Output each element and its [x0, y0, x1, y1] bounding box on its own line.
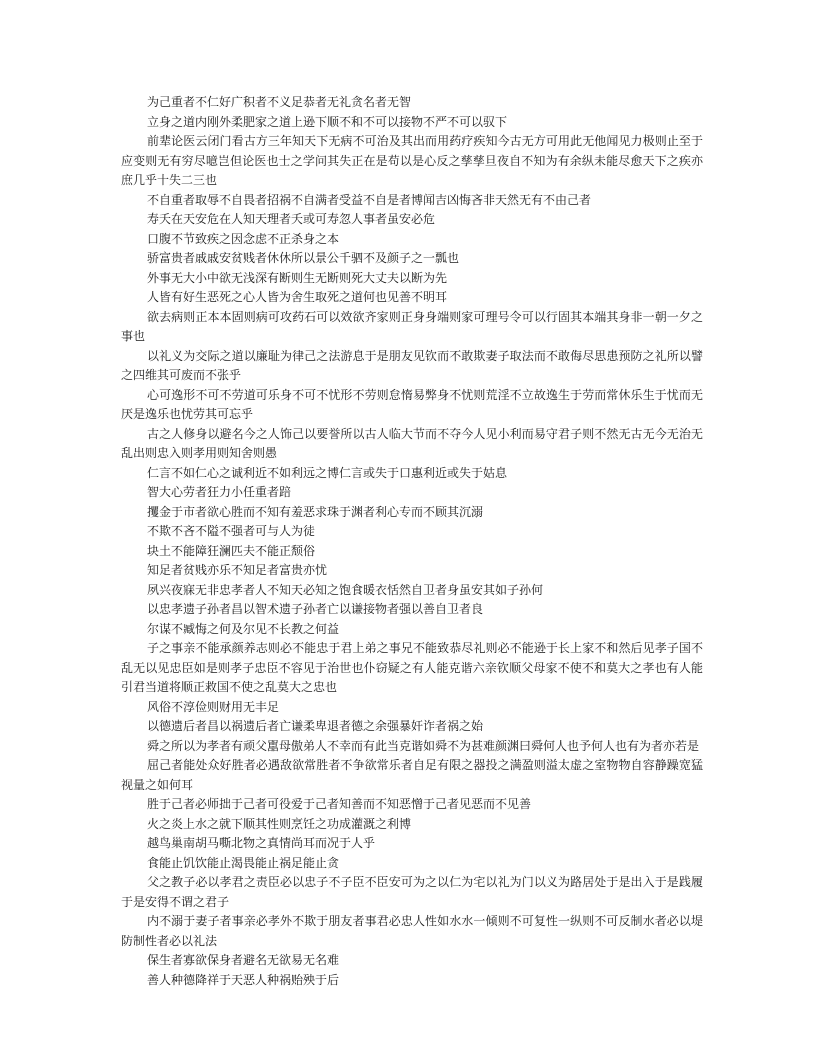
paragraph: 保生者寡欲保身者避名无欲易无名难 — [147, 953, 340, 967]
paragraph: 仁言不如仁心之诚利近不如利远之博仁言或失于口惠利近或失于姑息 — [147, 465, 508, 480]
paragraph: 知足者贫贱亦乐不知足者富贵亦忧 — [147, 563, 328, 577]
paragraph: 智大心劳者狂力小任重者踣 — [147, 485, 292, 499]
paragraph: 尔谋不臧悔之何及尔见不长教之何益 — [147, 621, 340, 636]
paragraph: 屈己者能处众好胜者必遇敌欲常胜者不争欲常乐者自足有限之器投之满盈则溢太虚之室物物自容静躁宽猛视量之如何耳 — [121, 758, 703, 792]
paragraph: 人皆有好生恶死之心人皆为舍生取死之道何也见善不明耳 — [147, 290, 448, 304]
paragraph: 越鸟巢南胡马嘶北物之真情尚耳而况于人乎 — [147, 836, 376, 850]
paragraph: 风俗不淳俭则财用无丰足 — [147, 699, 280, 714]
paragraph: 攫金于市者欲心胜而不知有羞恶求珠于渊者利心专而不顾其沉溺 — [147, 504, 484, 519]
body-text — [121, 93, 703, 990]
paragraph: 以忠孝遗子孙者昌以智术遗子孙者亡以谦接物者强以善自卫者良 — [147, 602, 484, 616]
paragraph: 父之教子必以孝君之责臣必以忠子不子臣不臣安可为之以仁为宅以礼为门以义为路居处于是出入于是践履于是安得不谓之君子 — [121, 875, 703, 909]
paragraph: 前辈论医云闭门看古方三年知天下无病不可治及其出而用药疗疾知今古无方可用此无他闻见力极则止至于应变则无有穷尽噫岂但论医也士之学问其失正在是苟以是心反之孳孳旦夜自不知为有余纵未能尽愈天下之疾亦庶几乎十失二三也 — [121, 134, 703, 187]
paragraph: 不自重者取辱不自畏者招祸不自满者受益不自是者博闻吉凶悔吝非天然无有不由己者 — [147, 192, 592, 207]
paragraph: 不欺不吝不隘不强者可与人为徒 — [147, 524, 316, 538]
paragraph: 食能止饥饮能止渴畏能止祸足能止贪 — [147, 855, 340, 870]
paragraph: 内不溺于妻子者事亲必孝外不欺于朋友者事君必忠人性如水水一倾则不可复性一纵则不可反制水者必以堤防制性者必以礼法 — [121, 914, 703, 948]
paragraph: 舜之所以为孝者有顽父嚚母傲弟人不幸而有此当克谐如舜不为甚难颜渊曰舜何人也予何人也有为者亦若是 — [147, 738, 700, 753]
paragraph: 心可逸形不可不劳道可乐身不可不忧形不劳则怠惰易弊身不忧则荒淫不立故逸生于劳而常休乐生于忧而无厌是逸乐也忧劳其可忘乎 — [121, 387, 703, 421]
paragraph: 块土不能障狂澜匹夫不能正颓俗 — [147, 543, 316, 558]
paragraph: 寿夭在天安危在人知天理者夭或可寿忽人事者虽安必危 — [147, 212, 436, 226]
paragraph: 以德遗后者昌以祸遗后者亡谦柔卑退者德之余强暴奸诈者祸之始 — [147, 719, 484, 733]
paragraph: 外事无大小中欲无浅深有断则生无断则死大丈夫以断为先 — [147, 270, 448, 285]
paragraph: 为己重者不仁好广积者不义足恭者无礼贪名者无智 — [147, 95, 412, 109]
paragraph: 善人种德降祥于天恶人种祸贻殃于后 — [147, 972, 340, 987]
paragraph: 立身之道内刚外柔肥家之道上逊下顺不和不可以接物不严不可以驭下 — [147, 114, 508, 129]
paragraph: 胜于己者必师拙于己者可役爱于己者知善而不知恶憎于己者见恶而不见善 — [147, 797, 532, 811]
paragraph: 欲去病则正本本固则病可攻药石可以效欲齐家则正身身端则家可理号令可以行固其本端其身非一朝一夕之事也 — [121, 309, 703, 343]
paragraph: 火之炎上水之就下顺其性则烹饪之功成灌溉之利博 — [147, 816, 412, 831]
paragraph: 骄富贵者戚戚安贫贱者休休所以景公千驷不及颜子之一瓢也 — [147, 251, 460, 265]
paragraph: 口腹不节致疾之因念虑不正杀身之本 — [147, 231, 340, 246]
paragraph: 古之人修身以避名今之人饰己以要誉所以古人临大节而不夺今人见小利而易守君子则不然无古无今无治无乱出则忠入则孝用则知舍则愚 — [121, 426, 703, 460]
paragraph: 子之事亲不能承颜养志则必不能忠于君上弟之事兄不能致恭尽礼则必不能逊于长上家不和然后见孝子国不乱无以见忠臣如是则孝子忠臣不容见于治世也仆窃疑之有人能克谐六亲钦顺父母家不使不和莫大之孝也有人能引君当道将顺正救国不使之乱莫大之忠也 — [121, 641, 703, 694]
paragraph: 夙兴夜寐无非忠孝者人不知天必知之饱食暖衣恬然自卫者身虽安其如子孙何 — [147, 582, 544, 597]
paragraph: 以礼义为交际之道以廉耻为律己之法游息于是朋友见钦而不敢欺妻子取法而不敢侮尽思患预防之礼所以譬之四维其可废而不张乎 — [121, 348, 703, 382]
